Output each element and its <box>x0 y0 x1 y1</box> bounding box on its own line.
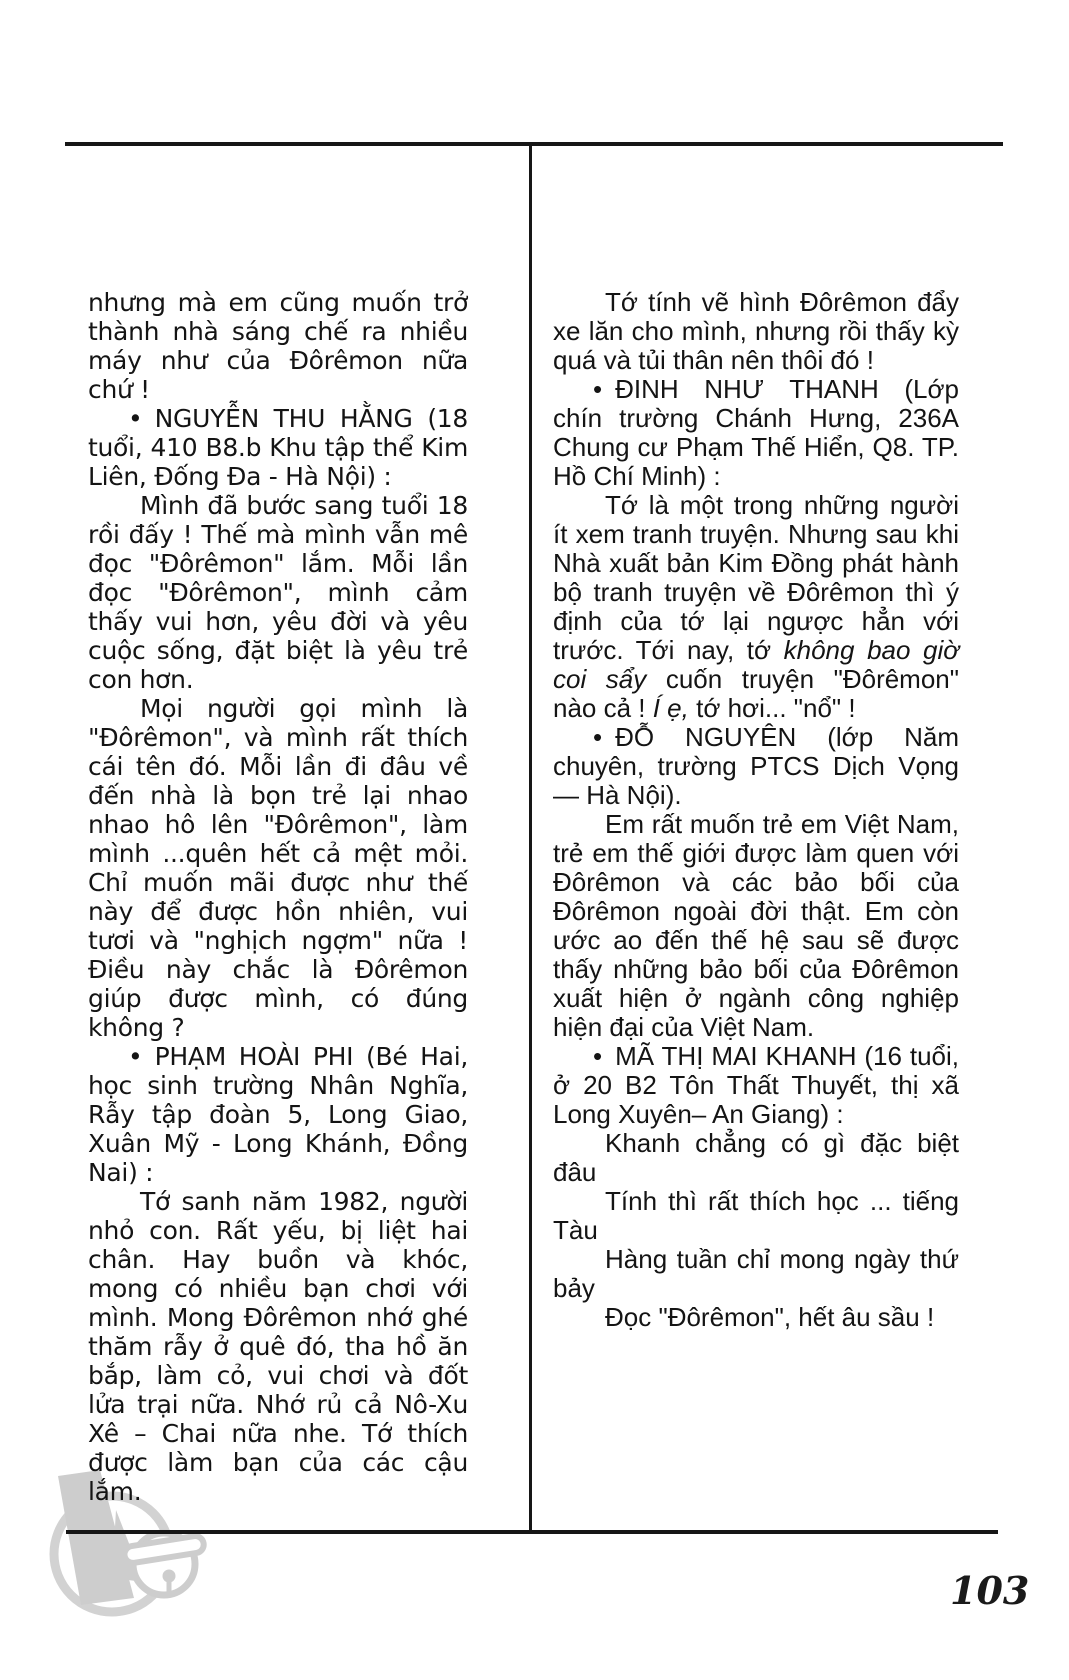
paragraph <box>88 1187 468 1506</box>
top-rule <box>65 142 1003 146</box>
text-segment: Mọi người gọi mình là "Đôrêmon", và mình rất thích cái tên đó. Mỗi lần đi đâu về đến nhà là bọn trẻ lại nhao nhao hô lên "Đôrêmon", làm mình ...quên hết cả mệt mỏi. Chỉ muốn mãi được như thế này để được hồn nhiên, vui tươi và "nghịch ngợm" nữa ! Điều này chắc là Đôrêmon giúp được mình, có đúng không ? <box>88 694 468 1042</box>
paragraph <box>553 1245 959 1303</box>
text-segment: Tớ sanh năm 1982, người nhỏ con. Rất yếu, bị liệt hai chân. Hay buồn và khóc, mong có nhiều bạn chơi với mình. Mong Đôrêmon nhớ ghé thăm rẫy ở quê đó, tha hồ ăn bắp, làm cỏ, vui chơi và đốt lửa trại nữa. Nhớ rủ cả Nô-Xu Xê – Chai nữa nhe. Tớ thích được làm bạn của các cậu lắm. <box>88 1187 468 1506</box>
text-segment: • ĐỖ NGUYÊN (lớp Năm chuyên, trường PTCS Dịch Vọng — Hà Nội). <box>553 722 959 810</box>
bell-icon <box>123 1533 205 1596</box>
bottom-rule <box>66 1530 998 1534</box>
left-column <box>88 288 468 1506</box>
text-segment: Khanh chẳng có gì đặc biệt đâu <box>553 1128 959 1187</box>
text-segment: Đọc "Đôrêmon", hết âu sầu ! <box>605 1302 935 1332</box>
text-segment: tớ hơi... "nổ" ! <box>688 693 856 723</box>
text-segment: • PHẠM HOÀI PHI (Bé Hai, học sinh trường Nhân Nghĩa, Rẫy tập đoàn 5, Long Giao, Xuân Mỹ - Long Khánh, Đồng Nai) : <box>88 1042 468 1187</box>
page-number: 103 <box>950 1568 1030 1613</box>
text-segment: Tớ tính vẽ hình Đôrêmon đẩy xe lăn cho mình, nhưng rồi thấy kỳ quá và tủi thân nên thôi đó ! <box>553 287 959 375</box>
paragraph <box>88 404 468 491</box>
text-segment: • ĐINH NHƯ THANH (Lớp chín trường Chánh Hưng, 236A Chung cư Phạm Thế Hiển, Q8. TP. Hồ Chí Minh) : <box>553 374 959 491</box>
text-segment: Em rất muốn trẻ em Việt Nam, trẻ em thế giới được làm quen với Đôrêmon và các bảo bối của Đôrêmon ngoài đời thật. Em còn ước ao đến thế hệ sau sẽ được thấy những bảo bối của Đôrêmon xuất hiện ở ngành công nghiệp hiện đại của Việt Nam. <box>553 809 959 1042</box>
paragraph <box>553 1303 959 1332</box>
paragraph <box>88 694 468 1042</box>
text-segment: nhưng mà em cũng muốn trở thành nhà sáng chế ra nhiều máy như của Đôrêmon nữa chứ ! <box>88 288 468 404</box>
italic-text-segment: không bao giờ coi sẩy <box>553 635 959 694</box>
text-segment: Hàng tuần chỉ mong ngày thứ bảy <box>553 1244 959 1303</box>
text-segment: Mình đã bước sang tuổi 18 rồi đấy ! Thế mà mình vẫn mê đọc "Đôrêmon" lắm. Mỗi lần đọc "Đôrêmon", mình cảm thấy vui hơn, yêu đời và yêu cuộc sống, đặt biệt là yêu trẻ con hơn. <box>88 491 468 694</box>
text-segment: cuốn truyện "Đôrêmon" nào cả ! <box>553 664 959 723</box>
paragraph <box>553 1187 959 1245</box>
text-segment: Tớ là một trong những người ít xem tranh truyện. Nhưng sau khi Nhà xuất bản Kim Đồng phát hành bộ tranh truyện về Đôrêmon thì ý định của tớ lại ngược hẳn với trước. Tới nay, tớ <box>553 490 959 665</box>
paragraph <box>553 491 959 723</box>
paragraph <box>553 375 959 491</box>
paragraph <box>553 288 959 375</box>
paragraph <box>553 723 959 810</box>
paragraph <box>553 810 959 1042</box>
right-column <box>553 288 959 1332</box>
paragraph <box>553 1129 959 1187</box>
paragraph <box>88 288 468 404</box>
text-segment: • MÃ THỊ MAI KHANH (16 tuổi, ở 20 B2 Tôn Thất Thuyết, thị xã Long Xuyên– An Giang) : <box>553 1041 959 1129</box>
paragraph <box>88 491 468 694</box>
paragraph <box>88 1042 468 1187</box>
text-segment: • NGUYỄN THU HẰNG (18 tuổi, 410 B8.b Khu tập thể Kim Liên, Đống Đa - Hà Nội) : <box>88 404 468 491</box>
text-segment: Tính thì rất thích học ... tiếng Tàu <box>553 1186 959 1245</box>
column-divider-rule <box>529 142 532 1534</box>
paragraph <box>553 1042 959 1129</box>
italic-text-segment: Í ẹ, <box>652 693 689 723</box>
